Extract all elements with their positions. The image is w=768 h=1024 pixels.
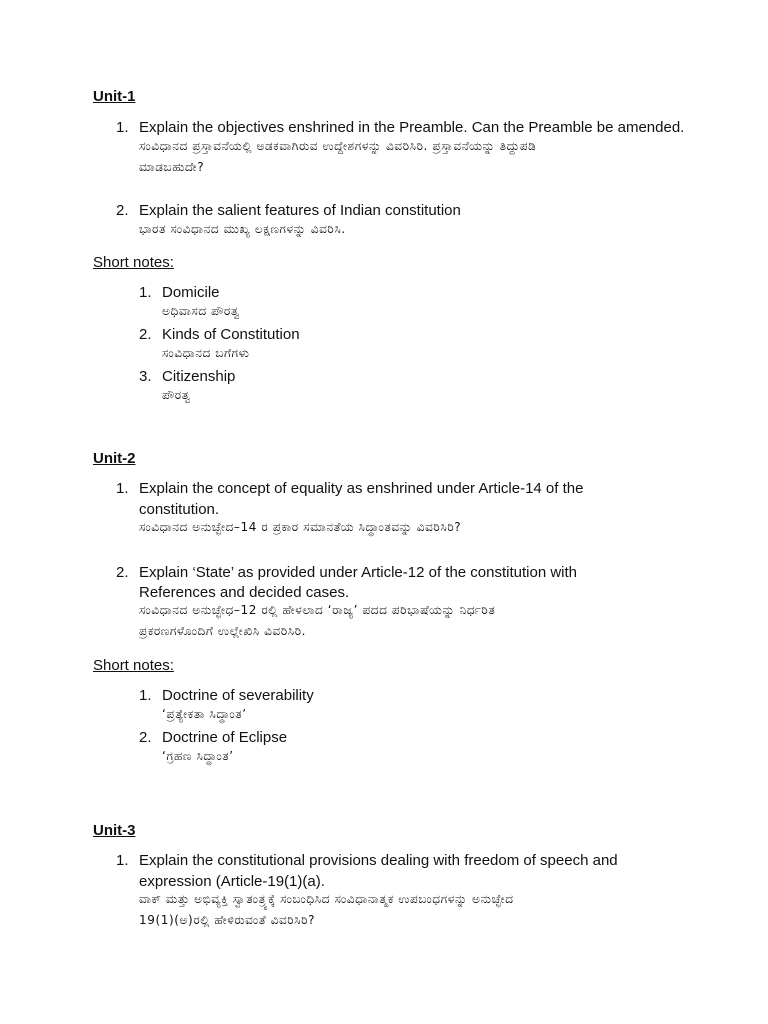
unit-2-q2-kannada-line-2: ಪ್ರಕರಣಗಳೊಂದಿಗೆ ಉಲ್ಲೇಖಿಸಿ ವಿವರಿಸಿರಿ. xyxy=(139,624,307,638)
unit-1-q2-english: Explain the salient features of Indian constitution xyxy=(139,202,461,219)
unit-3-q1-english-line-1: Explain the constitutional provisions dealing with freedom of speech and xyxy=(139,852,618,869)
unit-1-title: Unit-1 xyxy=(93,88,136,105)
unit-2-note-1-english: Doctrine of severability xyxy=(162,687,314,704)
unit-3-q1-kannada-line-1: ವಾಕ್ ಮತ್ತು ಅಭಿವ್ಯಕ್ತಿ ಸ್ವಾತಂತ್ರ್ಯಕ್ಕೆ ಸಂಬಂಧಿಸಿದ ಸಂವಿಧಾನಾತ್ಮಕ ಉಪಬಂಧಗಳನ್ನು ಅನುಚ್ಛೇದ xyxy=(139,892,514,906)
unit-2-short-notes-title: Short notes: xyxy=(93,657,174,674)
unit-2-note-2-english: Doctrine of Eclipse xyxy=(162,729,288,746)
unit-2-note-1-number: 1. xyxy=(139,687,152,704)
unit-2-q2-english-line-2: References and decided cases. xyxy=(139,584,350,601)
unit-2-note-2-number: 2. xyxy=(139,729,152,746)
unit-1-short-notes-title: Short notes: xyxy=(93,254,174,271)
unit-2-note-2-kannada: ‘ಗ್ರಹಣ ಸಿದ್ಧಾಂತ’ xyxy=(162,749,234,763)
unit-1-note-3-number: 3. xyxy=(139,368,152,385)
unit-2-q2-number: 2. xyxy=(116,564,129,581)
unit-1-q1-kannada-line-1: ಸಂವಿಧಾನದ ಪ್ರಸ್ತಾವನೆಯಲ್ಲಿ ಅಡಕವಾಗಿರುವ ಉದ್ದೇಶಗಳನ್ನು ವಿವರಿಸಿರಿ. ಪ್ರಸ್ತಾವನೆಯನ್ನು ತಿದ್ದುಪಡಿ xyxy=(139,139,537,153)
unit-2-q2-english-line-1: Explain ‘State’ as provided under Article-12 of the constitution with xyxy=(139,564,578,581)
unit-1-note-1-number: 1. xyxy=(139,284,152,301)
unit-2-title: Unit-2 xyxy=(93,450,136,467)
unit-2-note-1-kannada: ‘ಪ್ರತ್ಯೇಕತಾ ಸಿದ್ಧಾಂತ’ xyxy=(162,707,247,721)
unit-1-note-2-kannada: ಸಂವಿಧಾನದ ಬಗೆಗಳು xyxy=(162,346,250,360)
unit-1-q1-number: 1. xyxy=(116,119,129,136)
unit-1-note-2-number: 2. xyxy=(139,326,152,343)
unit-1-note-2-english: Kinds of Constitution xyxy=(162,326,300,343)
unit-2-q2-kannada-line-1: ಸಂವಿಧಾನದ ಅನುಚ್ಛೇಧ–12 ರಲ್ಲಿ ಹೇಳಲಾದ ‘ರಾಜ್ಯ’ ಪದದ ಪರಿಭಾಷೆಯನ್ನು ನಿರ್ಧರಿತ xyxy=(139,603,496,617)
unit-2-q1-kannada: ಸಂವಿಧಾನದ ಅನುಚ್ಛೇದ–14 ರ ಪ್ರಕಾರ ಸಮಾನತೆಯ ಸಿದ್ಧಾಂತವನ್ನು ವಿವರಿಸಿರಿ? xyxy=(139,520,462,534)
unit-2-q1-english-line-1: Explain the concept of equality as enshrined under Article-14 of the xyxy=(139,480,584,497)
unit-2-q1-english-line-2: constitution. xyxy=(139,501,220,518)
unit-2-q1-number: 1. xyxy=(116,480,129,497)
unit-1-q2-number: 2. xyxy=(116,202,129,219)
unit-3-q1-english-line-2: expression (Article-19(1)(a). xyxy=(139,873,325,890)
unit-1-q1-english: Explain the objectives enshrined in the Preamble. Can the Preamble be amended. xyxy=(139,119,685,136)
unit-1-note-1-kannada: ಅಧಿವಾಸದ ಪೌರತ್ವ xyxy=(162,304,240,318)
unit-3-q1-kannada-line-2: 19(1)(ಅ)ರಲ್ಲಿ ಹೇಳಿರುವಂತೆ ವಿವರಿಸಿರಿ? xyxy=(139,913,316,927)
unit-1-note-3-english: Citizenship xyxy=(162,368,236,385)
unit-1-note-3-kannada: ಪೌರತ್ವ xyxy=(162,388,191,402)
unit-1-note-1-english: Domicile xyxy=(162,284,220,301)
unit-1-q1-kannada-line-2: ಮಾಡಬಹುದೇ? xyxy=(139,160,205,174)
unit-1-q2-kannada: ಭಾರತ ಸಂವಿಧಾನದ ಮುಖ್ಯ ಲಕ್ಷಣಗಳನ್ನು ವಿವರಿಸಿ. xyxy=(139,222,346,236)
unit-3-q1-number: 1. xyxy=(116,852,129,869)
unit-3-title: Unit-3 xyxy=(93,822,136,839)
